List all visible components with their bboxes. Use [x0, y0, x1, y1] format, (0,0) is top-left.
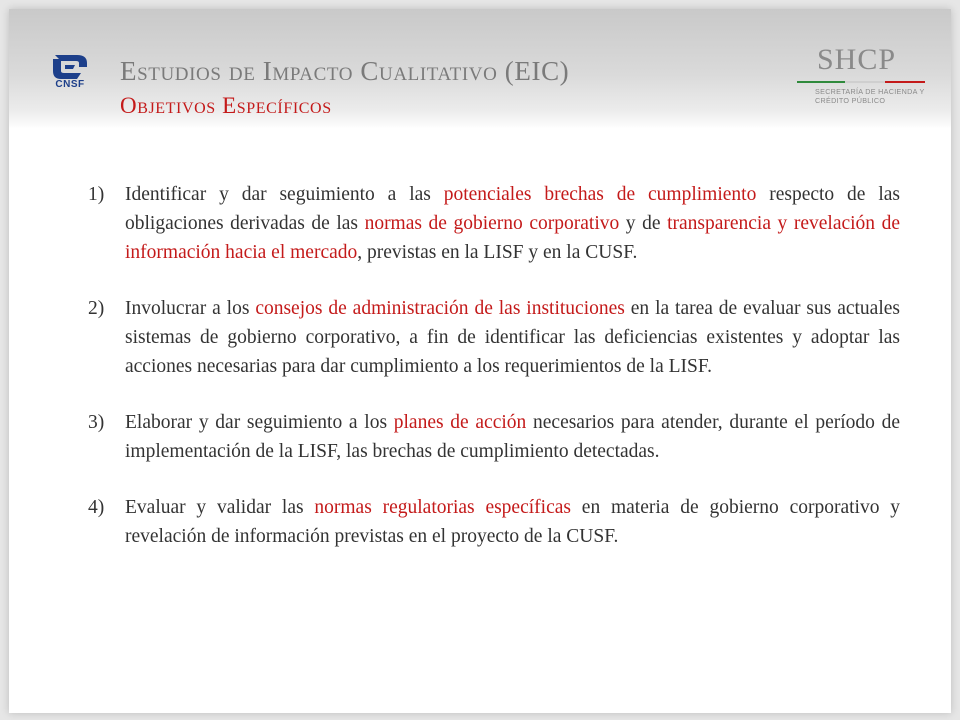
- page-subtitle: Objetivos Específicos: [120, 93, 332, 118]
- objective-number: 3): [88, 412, 105, 433]
- cnsf-logo-text: CNSF: [55, 79, 85, 90]
- objective-item: [88, 493, 900, 551]
- shcp-logo-caption: SECRETARÍA DE HACIENDA Y CRÉDITO PÚBLICO: [815, 87, 925, 105]
- shcp-logo-name: SHCP: [817, 43, 897, 76]
- objectives-list: [88, 180, 900, 578]
- objective-highlight-text: potenciales brechas de cumplimiento: [443, 184, 757, 205]
- objective-highlight-text: normas regulatorias específicas: [314, 497, 571, 518]
- objective-item: [88, 408, 900, 466]
- objective-number: 4): [88, 497, 105, 518]
- objective-text: Involucrar a los: [125, 298, 256, 319]
- objective-text: y de: [619, 213, 668, 234]
- objective-highlight-text: transparencia y revelación de información hacia el mercado: [125, 213, 901, 263]
- objective-number: 1): [88, 184, 105, 205]
- shcp-logo: [793, 43, 925, 113]
- objective-text: necesarios para atender, durante el período de implementación de la LISF, las brechas de cumplimiento detectadas.: [125, 412, 901, 462]
- cnsf-logo: [47, 51, 93, 99]
- objective-text: en la tarea de evaluar sus actuales sistemas de gobierno corporativo, a fin de identificar las deficiencias existentes y adoptar las acciones necesarias para dar cumplimiento a los requerimientos de la LISF.: [125, 298, 900, 377]
- shcp-flag-white-stripe: [845, 81, 885, 83]
- objective-text: Identificar y dar seguimiento a las: [125, 184, 444, 205]
- objective-text: respecto de las obligaciones derivadas de las: [125, 184, 900, 234]
- page-title: Estudios de Impacto Cualitativo (EIC): [120, 56, 570, 86]
- objective-item: [88, 294, 900, 381]
- shcp-flag-red-stripe: [885, 81, 925, 83]
- objective-text: Elaborar y dar seguimiento a los: [125, 412, 394, 433]
- objective-highlight-text: planes de acción: [393, 412, 527, 433]
- objective-text: en materia de gobierno corporativo y revelación de información previstas en el proyecto de la CUSF.: [125, 497, 901, 547]
- objective-highlight-text: normas de gobierno corporativo: [364, 213, 620, 234]
- objective-number: 2): [88, 298, 105, 319]
- slide: [9, 9, 951, 713]
- shcp-flag-green-stripe: [797, 81, 845, 83]
- cnsf-emblem-icon: [47, 51, 93, 81]
- objective-text: , previstas en la LISF y en la CUSF.: [357, 242, 638, 263]
- objective-highlight-text: consejos de administración de las instituciones: [255, 298, 625, 319]
- objective-item: [88, 180, 900, 267]
- objective-text: Evaluar y validar las: [125, 497, 315, 518]
